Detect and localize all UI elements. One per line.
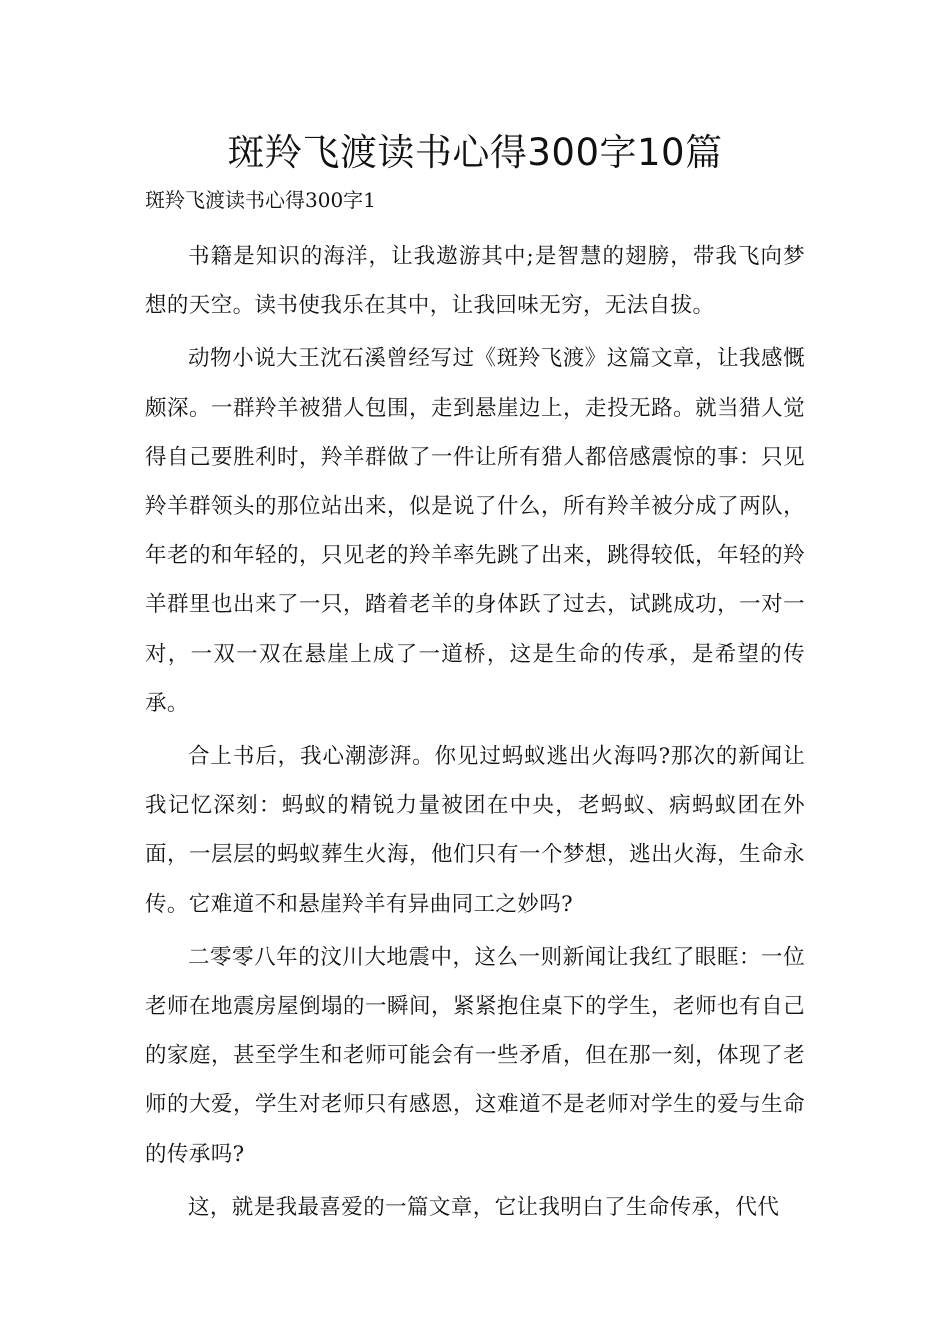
paragraph-2: 动物小说大王沈石溪曾经写过《斑羚飞渡》这篇文章，让我感慨颇深。一群羚羊被猎人包围，走到悬崖边上，走投无路。就当猎人觉得自己要胜利时，羚羊群做了一件让所有猎人都倍感震惊的事：只见羚羊群领头的那位站出来，似是说了什么，所有羚羊被分成了两队，年老的和年轻的，只见老的羚羊率先跳了出来，跳得较低，年轻的羚羊群里也出来了一只，踏着老羊的身体跃了过去，试跳成功，一对一对，一双一双在悬崖上成了一道桥，这是生命的传承，是希望的传承。 — [145, 346, 805, 716]
paragraph-3: 合上书后，我心潮澎湃。你见过蚂蚁逃出火海吗?那次的新闻让我记忆深刻：蚂蚁的精锐力量被团在中央，老蚂蚁、病蚂蚁团在外面，一层层的蚂蚁葬生火海，他们只有一个梦想，逃出火海，生命永传。它难道不和悬崖羚羊有异曲同工之妙吗? — [145, 744, 805, 917]
document-title: 斑羚飞渡读书心得300字10篇 — [227, 131, 723, 174]
paragraph-4: 二零零八年的汶川大地震中，这么一则新闻让我红了眼眶：一位老师在地震房屋倒塌的一瞬间，紧紧抱住桌下的学生，老师也有自己的家庭，甚至学生和老师可能会有一些矛盾，但在那一刻，体现了老师的大爱，学生对老师只有感恩，这难道不是老师对学生的爱与生命的传承吗? — [145, 944, 805, 1167]
section-heading: 斑羚飞渡读书心得300字1 — [145, 188, 376, 212]
document-body — [145, 232, 805, 1236]
paragraph-1: 书籍是知识的海洋，让我遨游其中;是智慧的翅膀，带我飞向梦想的天空。读书使我乐在其中，让我回味无穷，无法自拔。 — [145, 244, 805, 319]
paragraph-5: 这，就是我最喜爱的一篇文章，它让我明白了生命传承，代代 — [188, 1194, 780, 1220]
